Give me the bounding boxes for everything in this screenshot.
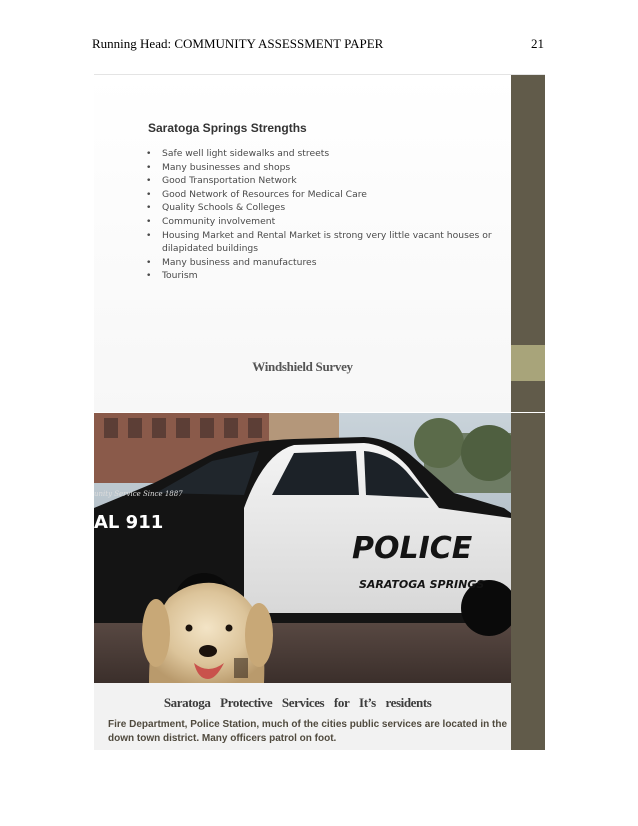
- bullet-icon: •: [146, 215, 152, 227]
- list-item: • Many business and manufactures: [146, 256, 317, 268]
- caption-text: Fire Department, Police Station, much of the cities public services are located in the down town district. Many officers patrol on foot.: [108, 719, 507, 744]
- strip-accent: [511, 345, 545, 381]
- bullet-icon: •: [146, 175, 152, 187]
- car-city-text: SARATOGA SPRINGS: [359, 578, 485, 591]
- caption-title: Saratoga Protective Services for It’s residents : [163, 695, 442, 710]
- list-item: • Safe well light sidewalks and streets: [146, 148, 330, 159]
- bullet-icon: •: [146, 188, 152, 200]
- slide-strengths-body: [94, 75, 511, 412]
- strip-segment: [511, 75, 545, 345]
- car-front-text: AL 911: [94, 512, 164, 533]
- list-item: • Many businesses and shops: [146, 161, 291, 173]
- bullet-icon: •: [146, 202, 152, 214]
- car-police-text: POLICE: [352, 531, 473, 566]
- slide-strengths: [94, 74, 545, 412]
- list-item: • Tourism: [146, 270, 198, 282]
- bullet-icon: •: [146, 161, 152, 173]
- caption-area: [94, 683, 511, 750]
- list-item: • Quality Schools & Colleges: [146, 202, 286, 214]
- slide-title: Saratoga Springs Strengths: [148, 121, 307, 135]
- bullet-icon: •: [146, 256, 152, 268]
- car-script-text: unity Service Since 1887: [94, 490, 183, 498]
- bullet-icon: •: [146, 229, 152, 241]
- bullet-icon: •: [146, 148, 152, 159]
- running-head: Running Head: COMMUNITY ASSESSMENT PAPER: [92, 36, 384, 51]
- page-number: 21: [531, 36, 544, 51]
- list-item: • Good Network of Resources for Medical Care: [146, 188, 367, 200]
- police-car-dog-photo: [94, 413, 511, 683]
- slide-side-strip: [511, 75, 545, 412]
- list-item: • Community involvement: [146, 215, 276, 227]
- bullet-icon: •: [146, 270, 152, 282]
- list-item: • Housing Market and Rental Market is strong very little vacant houses or dilapidated buildings: [146, 229, 492, 255]
- list-item: • Good Transportation Network: [146, 175, 297, 187]
- strengths-list: [146, 147, 496, 283]
- slide-footer-title: Windshield Survey: [252, 359, 353, 374]
- slide-protective-services: [94, 413, 545, 750]
- slide-side-strip: [511, 413, 545, 750]
- strip-segment: [511, 381, 545, 412]
